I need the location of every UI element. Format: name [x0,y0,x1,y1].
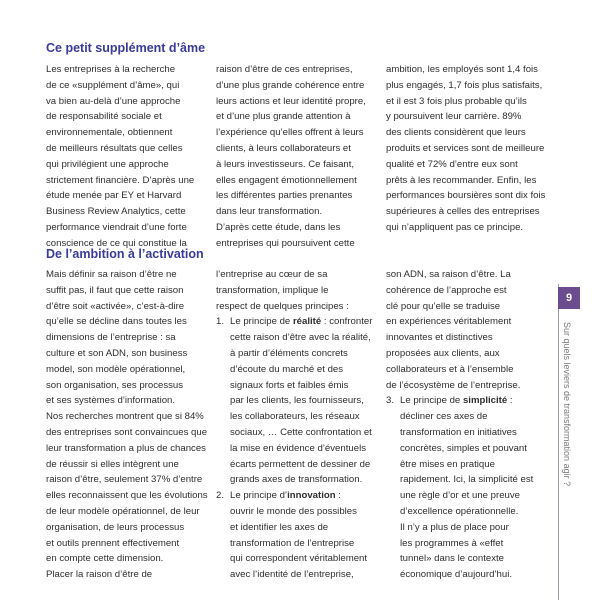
text-line: strictement financière. D’après une [46,174,195,186]
principle-suffix: : [335,490,341,502]
text-line: raison d’être, seulement 37% d’entre [46,474,203,486]
text-line: de leur modèle opérationnel, de leur [46,505,200,517]
principle-keyword-realite: réalité [292,316,322,328]
principle-body [230,330,376,488]
text-line: transformation en initiatives [400,426,517,438]
section2-column-1 [46,267,208,583]
text-line: suffit pas, il faut que cette raison [46,284,184,296]
text-line: qualité et 72% d’entre eux sont [386,158,518,170]
text-line: ambition, les employés sont 1,4 fois [386,64,538,75]
text-line: décliner ces axes de [400,411,488,423]
text-line: culture et son ADN, son business [46,347,188,359]
text-line: la mise en évidence d’éventuels [230,442,366,454]
text-line: cohérence de l’approche est [386,284,507,296]
text-line: prêts à les recommander. Enfin, les [386,174,537,186]
text-line: Business Review Analytics, cette [46,206,186,218]
text-line: organisation, de leurs processus [46,521,185,533]
text-line: de responsabilité sociale et [46,111,162,123]
text-line: sociaux, … Cette confrontation et [230,426,372,438]
page-number-badge: 9 [558,287,580,309]
text-line: y poursuivent leur carrière. 89% [386,111,522,123]
principles-list [216,314,376,583]
principle-suffix: : [507,395,513,407]
text-line: d’une plus grande cohérence entre [216,79,365,91]
section2-column-3 [386,267,551,583]
text-line: écarts permettent de dessiner de [230,458,371,470]
text-line: conscience de ce qui constitue la [46,237,187,249]
text-line: elles reconnaissent que les évolutions [46,490,208,502]
text-line: produits et services sont de meilleure [386,142,545,154]
section1-column-2 [216,62,366,252]
text-line: va bien au-delà d’une approche [46,95,181,107]
text-line: grands axes de transformation. [230,474,363,486]
text-line: supérieures à celles des entreprises [386,206,540,218]
section1-column-3 [386,62,545,236]
text-line: Mais définir sa raison d’être ne [46,269,177,280]
text-line: raison d’être de ces entreprises, [216,64,353,75]
section2-column-2 [216,267,376,583]
column-3-continuation [386,267,551,393]
sidebar-divider [558,284,559,600]
principle-simplicite [386,393,551,583]
text-line: respect de quelques principes : [216,300,349,312]
principle-innovation [216,488,376,583]
text-line: Placer la raison d’être de [46,569,153,581]
principle-suffix: : confronter [321,316,373,328]
text-line: qui correspondent véritablement [230,553,368,565]
text-line: et d’une plus grande attention à [216,111,351,123]
text-line: concrètes, simples et pouvant [400,442,527,454]
list-number: 1. [216,316,225,328]
text-line: entreprises qui poursuivent cette [216,237,355,249]
text-line: les programmes à «effet [400,537,504,549]
principle-body [230,504,376,583]
text-line: cette raison d’être avec la réalité, [230,332,371,344]
principle-prefix: Le principe de [230,316,293,328]
text-line: son organisation, ses processus [46,379,184,391]
text-line: des clients considèrent que leurs [386,127,526,139]
text-line: performance viendrait d’une forte [46,221,187,233]
text-line: rapidement. Ici, la simplicité est [400,474,534,486]
principle-prefix: Le principe d’ [230,490,288,502]
text-line: leurs actions et leur identité propre, [216,95,366,107]
text-line: étude menée par EY et Harvard [46,190,182,202]
text-line: elles engagent émotionnellement [216,174,357,186]
text-line: en compte cette dimension. [46,553,164,565]
principles-intro [216,267,376,314]
text-line: model, son modèle opérationnel, [46,363,186,375]
text-line: l’expérience qu’elles offrent à leurs [216,127,364,139]
text-line: être mises en pratique [400,458,495,470]
text-line: l’entreprise au cœur de sa [216,269,328,280]
text-line: qui n’appliquent pas ce principe. [386,221,524,233]
text-line: et il est 3 fois plus probable qu’ils [386,95,527,107]
text-line: à partir d’éléments concrets [230,347,348,359]
text-line: de ce «supplément d’âme», qui [46,79,180,91]
text-line: d’excellence opérationnelle. [400,505,519,517]
principle-keyword-innovation: innovation [287,490,336,502]
text-line: en expériences véritablement [386,316,512,328]
principles-list-continued [386,393,551,583]
text-line: clients, à leurs collaborateurs et [216,142,351,154]
list-number: 3. [386,395,395,407]
text-line: dimensions de l’entreprise : sa [46,332,176,344]
principle-keyword-simplicite: simplicité [462,395,508,407]
text-line: leur transformation a plus de chances [46,442,206,454]
section-heading-ambition-activation: De l’ambition à l’activation [46,247,204,261]
principle-realite [216,314,376,488]
text-line: signaux forts et faibles émis [230,379,349,391]
text-line: collaborateurs et à l’ensemble [386,363,514,375]
text-line: des entreprises sont convaincues que [46,426,208,438]
text-line: par les clients, les fournisseurs, [230,395,364,407]
text-line: de l’écosystème de l’entreprise. [386,379,521,391]
text-line: et outils prennent effectivement [46,537,180,549]
text-line: une règle d’or et une preuve [400,490,521,502]
text-line: de meilleurs résultats que celles [46,142,183,154]
text-line: performances boursières sont dix fois [386,190,546,202]
text-line: Il n’y a plus de place pour [400,521,509,533]
text-line: innovantes et distinctives [386,332,493,344]
text-line: qui privilégient une approche [46,158,169,170]
text-line: transformation, implique le [216,284,329,296]
text-line: à leurs investisseurs. Ce faisant, [216,158,355,170]
list-number: 2. [216,490,225,502]
text-line: proposées aux clients, aux [386,347,500,359]
text-line: Les entreprises à la recherche [46,64,176,75]
section1-column-1 [46,62,194,252]
text-line: D’après cette étude, dans les [216,221,341,233]
text-line: environnementale, obtiennent [46,127,173,139]
text-line: qu’elle se décline dans toutes les [46,316,187,328]
text-line: avec l’identité de l’entreprise, [230,569,354,581]
text-line: plus engagés, 1,7 fois plus satisfaits, [386,79,543,91]
text-line: d’être soit «activée», c’est-à-dire [46,300,185,312]
principle-body [400,409,551,583]
text-line: les collaborateurs, les réseaux [230,411,360,423]
text-line: d’écoute du marché et des [230,363,344,375]
text-line: économique d’aujourd’hui. [400,569,513,581]
principle-prefix: Le principe de [400,395,463,407]
text-line: les différentes parties prenantes [216,190,353,202]
text-line: transformation de l’entreprise [230,537,355,549]
text-line: ouvrir le monde des possibles [230,505,357,517]
text-line: son ADN, sa raison d’être. La [386,269,511,280]
section-heading-supplement-ame: Ce petit supplément d’âme [46,41,206,55]
text-line: et ses systèmes d’information. [46,395,176,407]
text-line: dans leur transformation. [216,206,323,218]
text-line: et identifier les axes de [230,521,329,533]
text-line: de réussir si elles intègrent une [46,458,179,470]
text-line: tunnel» dans le contexte [400,553,505,565]
running-title: Sur quels leviers de transformation agir ? [562,322,572,487]
text-line: Nos recherches montrent que si 84% [46,411,204,423]
text-line: clé pour qu’elle se traduise [386,300,501,312]
